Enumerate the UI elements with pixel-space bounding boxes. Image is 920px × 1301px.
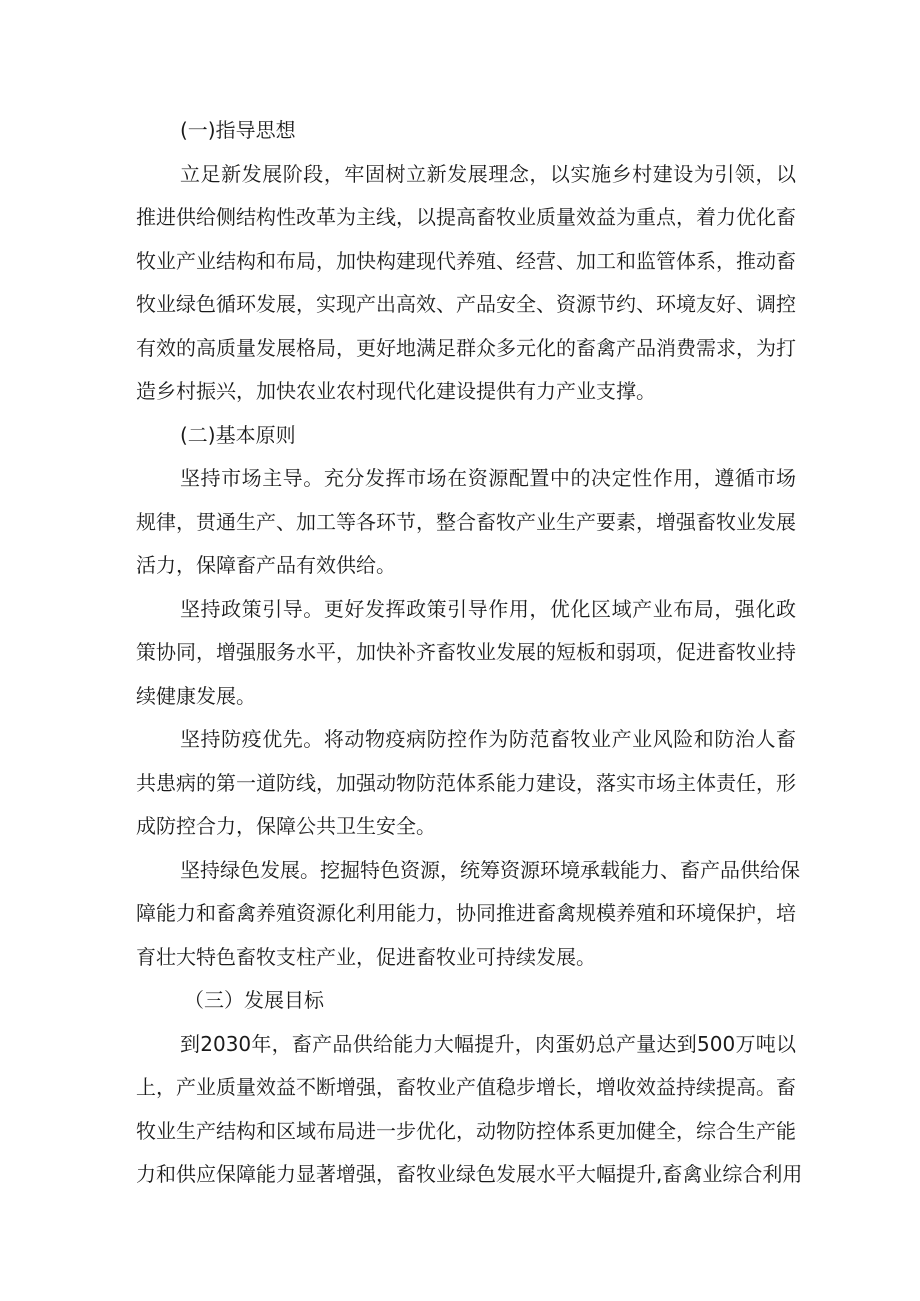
text-line: 立足新发展阶段，牢固树立新发展理念，以实施乡村建设为引领，以 xyxy=(180,161,796,186)
text-line: 策协同，增强服务水平，加快补齐畜牧业发展的短板和弱项，促进畜牧业持 xyxy=(136,640,796,664)
text-line: 共患病的第一道防线，加强动物防范体系能力建设，落实市场主体责任，形 xyxy=(136,770,796,795)
text-line: 成防控合力，保障公共卫生安全。 xyxy=(136,814,436,838)
text-line: 育壮大特色畜牧支柱产业，促进畜牧业可持续发展。 xyxy=(136,944,596,969)
text-line: 造乡村振兴，加快农业农村现代化建设提供有力产业支撑。 xyxy=(136,379,656,403)
paragraph-green-development xyxy=(136,849,800,980)
paragraph-development-goals xyxy=(136,1023,803,1197)
text-line: 到2030年，畜产品供给能力大幅提升，肉蛋奶总产量达到500万吨以 xyxy=(180,1031,796,1056)
text-line: 规律，贯通生产、加工等各环节，整合畜牧产业生产要素，增强畜牧业发展 xyxy=(136,509,796,534)
text-line: 坚持绿色发展。挖掘特色资源，统筹资源环境承载能力、畜产品供给保 xyxy=(180,857,800,882)
section-heading-basic-principles: (二)基本原则 xyxy=(180,422,296,447)
paragraph-guiding-ideology xyxy=(136,153,796,414)
text-line: 坚持防疫优先。将动物疫病防控作为防范畜牧业产业风险和防治人畜 xyxy=(180,727,796,751)
paragraph-policy-guidance xyxy=(136,588,796,719)
text-line: 活力，保障畜产品有效供给。 xyxy=(136,553,396,577)
paragraph-market-led xyxy=(136,457,796,588)
section-heading-guiding-ideology: (一)指导思想 xyxy=(180,118,296,142)
paragraph-epidemic-prevention xyxy=(136,718,796,849)
text-line: 坚持市场主导。充分发挥市场在资源配置中的决定性作用，遵循市场 xyxy=(180,466,796,490)
text-line: 障能力和畜禽养殖资源化利用能力，协同推进畜禽规模养殖和环境保护，培 xyxy=(136,901,796,925)
text-line: 推进供给侧结构性改革为主线，以提高畜牧业质量效益为重点，着力优化畜 xyxy=(136,205,796,229)
text-line: 牧业生产结构和区域布局进一步优化，动物防控体系更加健全，综合生产能 xyxy=(136,1118,796,1143)
section-heading-development-goals: （三）发展目标 xyxy=(184,988,324,1012)
text-line: 有效的高质量发展格局，更好地满足群众多元化的畜禽产品消费需求，为打 xyxy=(136,335,796,360)
text-line: 牧业绿色循环发展，实现产出高效、产品安全、资源节约、环境友好、调控 xyxy=(136,292,796,316)
text-line: 力和供应保障能力显著增强，畜牧业绿色发展水平大幅提升,畜禽业综合利用 xyxy=(136,1162,803,1186)
text-line: 坚持政策引导。更好发挥政策引导作用，优化区域产业布局，强化政 xyxy=(180,596,796,621)
text-line: 上，产业质量效益不断增强，畜牧业产值稳步增长，增收效益持续提高。畜 xyxy=(136,1075,796,1099)
text-line: 续健康发展。 xyxy=(136,683,256,708)
text-line: 牧业产业结构和布局，加快构建现代养殖、经营、加工和监管体系，推动畜 xyxy=(136,248,796,273)
document-body xyxy=(136,109,803,1197)
